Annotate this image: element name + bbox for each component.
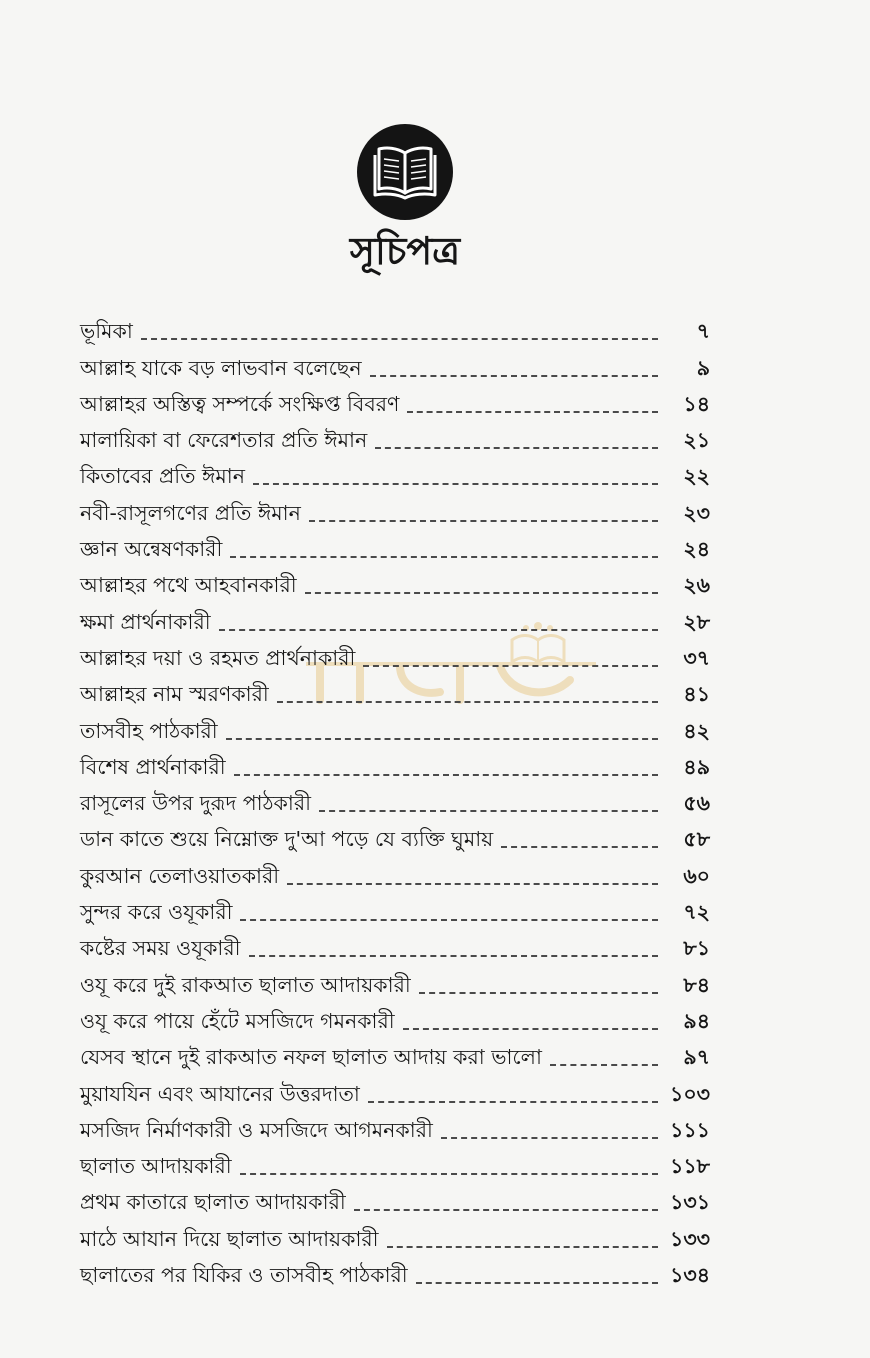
toc-entry-page: ৯৪ (683, 1008, 710, 1033)
toc-entry (80, 1112, 710, 1148)
toc-entry-title: সুন্দর করে ওযূকারী (80, 900, 233, 925)
dotted-leader (354, 1209, 658, 1211)
dotted-leader (219, 629, 658, 631)
toc-entry-title: মুয়াযযিন এবং আযানের উত্তরদাতা (80, 1081, 360, 1106)
toc-entry (80, 494, 710, 530)
toc-entry-title: ডান কাতে শুয়ে নিম্নোক্ত দু'আ পড়ে যে ব্যক্তি ঘুমায় (80, 827, 494, 852)
dotted-leader (501, 846, 658, 848)
toc-entry-page: ৫৮ (683, 827, 710, 852)
dotted-leader (305, 592, 658, 594)
toc-entry-title: মালায়িকা বা ফেরেশতার প্রতি ঈমান (80, 428, 368, 453)
toc-entry-page: ৪৯ (683, 754, 710, 779)
dotted-leader (387, 1246, 658, 1248)
toc-entry-title: আল্লাহর পথে আহবানকারী (80, 573, 297, 598)
toc-entry-page: ৬০ (683, 863, 710, 888)
dotted-leader (226, 738, 658, 740)
toc-entry-page: ৭ (696, 319, 710, 344)
dotted-leader (240, 1173, 658, 1175)
dotted-leader (407, 411, 658, 413)
toc-entry (80, 930, 710, 966)
toc-entry (80, 676, 710, 712)
toc-entry-page: ৮৪ (683, 972, 710, 997)
toc-entry-page: ৩৭ (683, 645, 710, 670)
dotted-leader (319, 810, 658, 812)
toc-entry (80, 567, 710, 603)
dotted-leader (375, 447, 658, 449)
toc-entry-page: ১১৮ (670, 1154, 710, 1179)
dotted-leader (416, 1282, 658, 1284)
dotted-leader (419, 992, 658, 994)
toc-entry-title: ওযূ করে দুই রাকআত ছালাত আদায়কারী (80, 972, 411, 997)
toc-entry-page: ৮১ (683, 936, 710, 961)
toc-entry-title: বিশেষ প্রার্থনাকারী (80, 754, 226, 779)
toc-entry-page: ১৪ (683, 391, 710, 416)
dotted-leader (240, 919, 658, 921)
toc-entry-page: ২৬ (683, 573, 710, 598)
toc-entry (80, 1257, 710, 1293)
toc-entry-title: রাসূলের উপর দুরূদ পাঠকারী (80, 791, 311, 816)
toc-entry-page: ২১ (683, 428, 710, 453)
toc-entry-title: মাঠে আযান দিয়ে ছালাত আদায়কারী (80, 1226, 379, 1251)
toc-entry (80, 857, 710, 893)
toc-entry-title: ভূমিকা (80, 319, 133, 344)
dotted-leader (441, 1137, 658, 1139)
dotted-leader (287, 883, 658, 885)
toc-entry (80, 458, 710, 494)
toc-entry (80, 749, 710, 785)
toc-entry-page: ৯৭ (683, 1045, 710, 1070)
toc-entry (80, 1220, 710, 1256)
toc-entry-title: প্রথম কাতারে ছালাত আদায়কারী (80, 1190, 346, 1215)
dotted-leader (370, 375, 658, 377)
toc-entry (80, 640, 710, 676)
toc-entry-page: ৪১ (683, 682, 710, 707)
toc-entry (80, 313, 710, 349)
toc-entry-title: নবী-রাসূলগণের প্রতি ঈমান (80, 500, 301, 525)
toc-entry-page: ১৩৩ (670, 1226, 710, 1251)
toc-entry (80, 531, 710, 567)
toc-entry-page: ২৮ (683, 609, 710, 634)
toc-entry-title: কুরআন তেলাওয়াতকারী (80, 863, 280, 888)
toc-entry (80, 785, 710, 821)
toc-entry-title: আল্লাহ যাকে বড় লাভবান বলেছেন (80, 355, 362, 380)
toc-entry-title: যেসব স্থানে দুই রাকআত নফল ছালাত আদায় করা ভালো (80, 1045, 542, 1070)
toc-entry-page: ২২ (683, 464, 710, 489)
toc-entry-title: তাসবীহ পাঠকারী (80, 718, 218, 743)
dotted-leader (249, 955, 658, 957)
toc-entry-title: কিতাবের প্রতি ঈমান (80, 464, 245, 489)
dotted-leader (253, 483, 658, 485)
book-emblem (357, 124, 453, 220)
toc-entry-title: আল্লাহর নাম স্মরণকারী (80, 682, 269, 707)
dotted-leader (234, 774, 658, 776)
dotted-leader (277, 701, 658, 703)
dotted-leader (368, 1101, 658, 1103)
toc-entry-title: জ্ঞান অন্বেষণকারী (80, 537, 223, 562)
toc-entry-page: ২৩ (683, 500, 710, 525)
toc-entry-page: ৭২ (683, 900, 710, 925)
dotted-leader (403, 1028, 658, 1030)
toc-entry-page: ৫৬ (683, 791, 710, 816)
toc-entry (80, 349, 710, 385)
dotted-leader (363, 665, 658, 667)
toc-entry (80, 603, 710, 639)
toc-entry (80, 422, 710, 458)
toc-entry (80, 1003, 710, 1039)
toc-entry-page: ৯ (696, 355, 710, 380)
open-book-icon (373, 143, 437, 201)
toc-entry-page: ১১১ (670, 1117, 710, 1142)
toc-entry-page: ২৪ (683, 537, 710, 562)
dotted-leader (230, 556, 658, 558)
toc-entry-title: ছালাতের পর যিকির ও তাসবীহ পাঠকারী (80, 1263, 408, 1288)
toc-entry (80, 1184, 710, 1220)
toc-entry (80, 712, 710, 748)
toc-entry (80, 821, 710, 857)
toc-entry-title: আল্লাহর দয়া ও রহমত প্রার্থনাকারী (80, 645, 356, 670)
dotted-leader (141, 338, 658, 340)
toc-entry (80, 1039, 710, 1075)
toc-entry-page: ৪২ (683, 718, 710, 743)
table-of-contents (80, 313, 710, 1293)
toc-entry (80, 1148, 710, 1184)
toc-entry-page: ১৩১ (670, 1190, 710, 1215)
page-title: সূচিপত্র (349, 229, 461, 273)
toc-entry (80, 1075, 710, 1111)
toc-entry-title: ওযূ করে পায়ে হেঁটে মসজিদে গমনকারী (80, 1008, 395, 1033)
dotted-leader (309, 520, 658, 522)
toc-entry (80, 386, 710, 422)
toc-entry-page: ১০৩ (670, 1081, 710, 1106)
toc-entry-title: ক্ষমা প্রার্থনাকারী (80, 609, 211, 634)
toc-entry-page: ১৩৪ (670, 1263, 710, 1288)
toc-entry-title: কষ্টের সময় ওযূকারী (80, 936, 241, 961)
dotted-leader (550, 1064, 658, 1066)
toc-entry-title: মসজিদ নির্মাণকারী ও মসজিদে আগমনকারী (80, 1117, 433, 1142)
toc-entry (80, 894, 710, 930)
toc-entry (80, 966, 710, 1002)
toc-entry-title: আল্লাহর অস্তিত্ব সম্পর্কে সংক্ষিপ্ত বিবরণ (80, 391, 400, 416)
toc-entry-title: ছালাত আদায়কারী (80, 1154, 232, 1179)
